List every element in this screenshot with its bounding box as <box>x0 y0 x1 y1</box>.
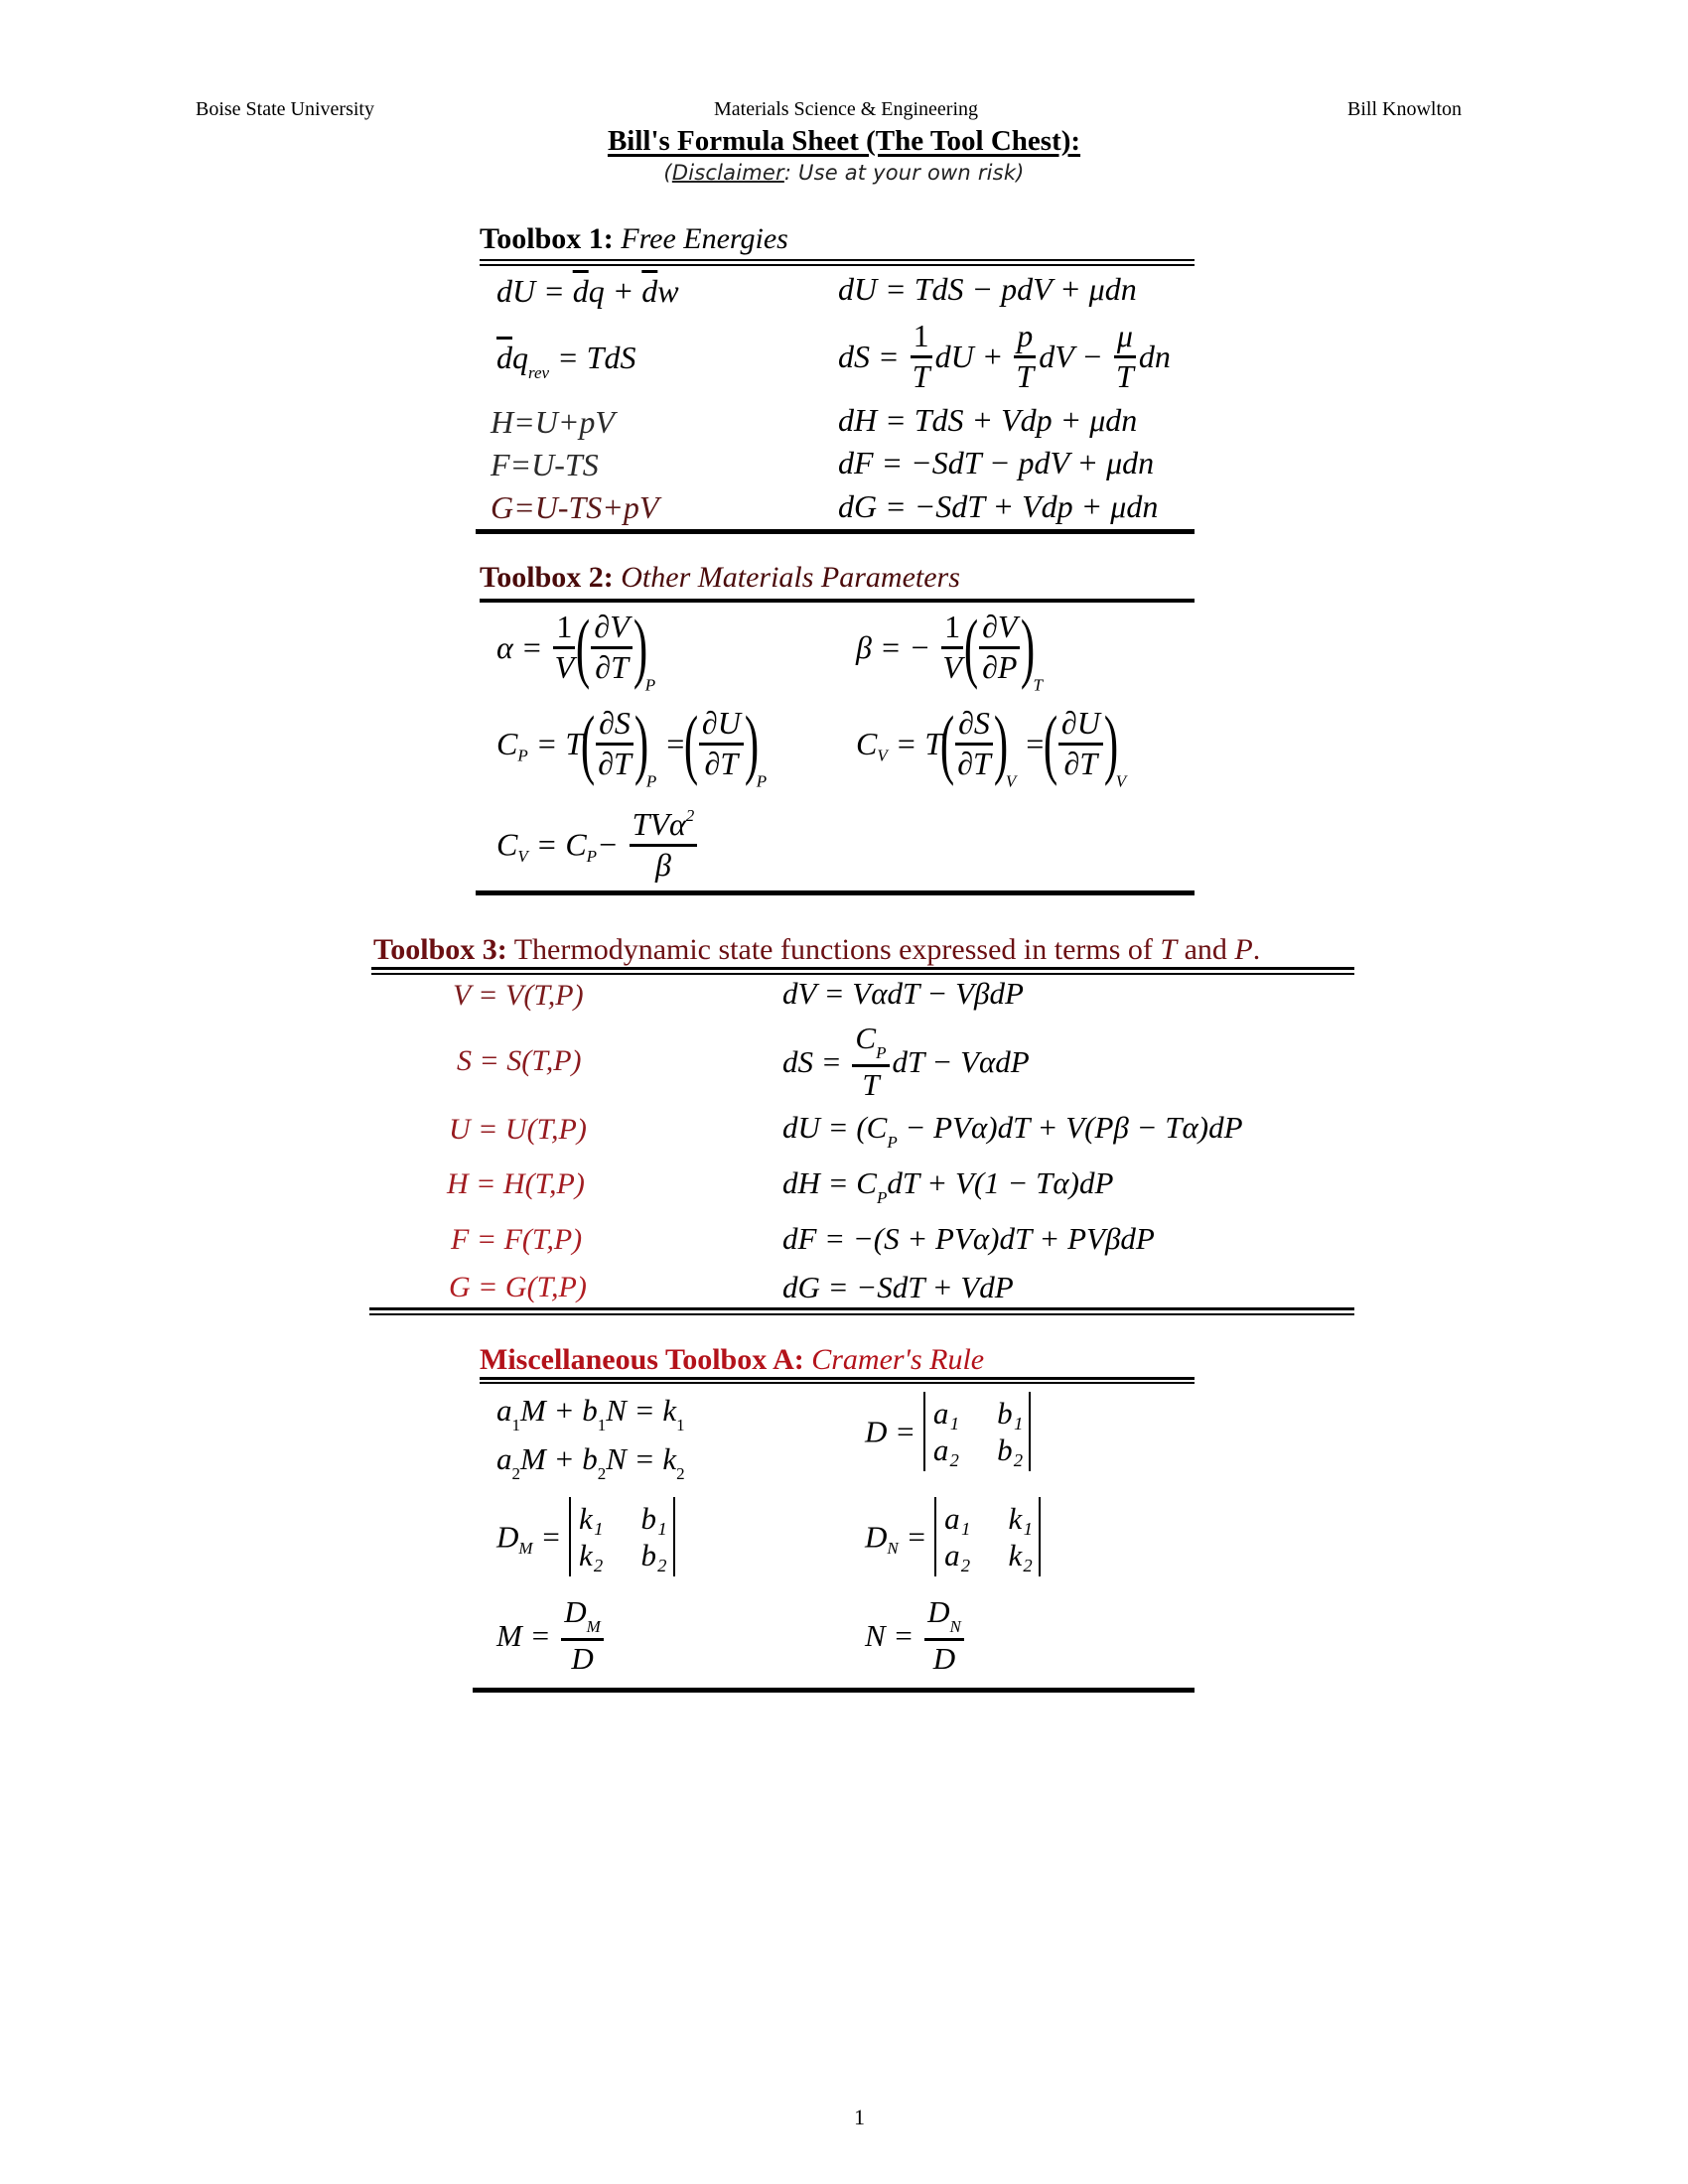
det-cell: k₁ <box>578 1501 604 1536</box>
tb3-left-V: V = V(T,P) <box>453 979 584 1012</box>
cramer-N <box>865 1596 967 1675</box>
beta-lhs: β = − <box>856 629 931 666</box>
frac-num: ∂U <box>1058 707 1103 746</box>
frac-den: T <box>912 357 930 394</box>
disclaimer-text: : Use at your own risk) <box>783 161 1025 185</box>
cramer-DM <box>496 1497 675 1576</box>
tb3-right-dV: dV = VαdT − VβdP <box>782 976 1024 1011</box>
det-cell: b₁ <box>997 1396 1024 1431</box>
eq1-s1: 1 <box>511 1416 520 1434</box>
tb1-r2-dU: dU + <box>934 339 1004 375</box>
cp-s1: P <box>645 771 657 791</box>
paren-open: ( <box>576 604 591 690</box>
disclaimer-label: Disclaimer <box>671 161 784 185</box>
tb1-eq-enthalpy: H=U+pV <box>491 404 615 440</box>
alpha-lhs: α = <box>496 629 543 666</box>
disclaimer-open: ( <box>663 161 672 185</box>
frac-1-over-T <box>911 320 932 393</box>
frac-den: D <box>932 1640 956 1676</box>
frac-num: p <box>1014 320 1036 358</box>
frac-DM-over-D <box>561 1596 604 1675</box>
tb1-eq-gibbs: G=U-TS+pV <box>491 489 659 525</box>
beta-sub: T <box>1033 675 1043 695</box>
cvcp-subP: P <box>586 846 598 866</box>
header-institution: Boise State University <box>196 98 374 120</box>
frac-den: D <box>571 1640 594 1676</box>
tb3-right-dU <box>782 1112 1243 1151</box>
frac-den: β <box>655 846 671 883</box>
frac-den: T <box>862 1066 880 1102</box>
eq1-s2: 1 <box>597 1416 607 1434</box>
du-c: − PVα)dT + V(Pβ − Tα)dP <box>897 1110 1243 1145</box>
eq2-s1: 2 <box>511 1464 520 1483</box>
eq2-s3: 2 <box>676 1464 685 1483</box>
toolbox3-T: T <box>1160 933 1178 966</box>
frac-dV-dP <box>979 611 1020 684</box>
frac-dS-dT <box>596 707 633 780</box>
frac-num: μ <box>1114 320 1136 358</box>
dh-a: dH = C <box>782 1165 877 1200</box>
eq2-s2: 2 <box>597 1464 607 1483</box>
DN-eq: = <box>906 1519 927 1555</box>
tb3-right-dS <box>782 1023 1030 1101</box>
cramer-eq2 <box>496 1443 685 1482</box>
paren-open: ( <box>683 700 699 786</box>
toolbox3-label: Toolbox 3: <box>373 933 507 966</box>
miscA-bottom-rule <box>473 1688 1195 1693</box>
frac-num: TVα <box>632 806 686 842</box>
dh-sub: P <box>876 1188 888 1207</box>
eq1-b: M + b <box>520 1393 598 1428</box>
frac-dU-dT <box>699 707 744 780</box>
toolbox3-and: and <box>1177 933 1235 966</box>
frac-den: ∂T <box>704 745 739 781</box>
frac-num: ∂S <box>955 707 993 746</box>
frac-p-over-T <box>1014 320 1036 393</box>
paren-close: ) <box>993 700 1009 786</box>
tb2-eq-alpha <box>496 604 656 695</box>
det-cell: b₂ <box>640 1538 667 1572</box>
determinant-DN <box>934 1497 1041 1576</box>
cvcp-minus: − <box>597 826 619 863</box>
frac-den: ∂T <box>1063 745 1098 781</box>
toolbox1-subtitle: Free Energies <box>621 222 788 255</box>
frac-den: T <box>1016 357 1035 394</box>
cv-eq2: = <box>1024 726 1046 762</box>
det-cell: k₂ <box>1008 1538 1033 1572</box>
cramer-M <box>496 1596 607 1675</box>
DN-lhs: D <box>865 1519 888 1555</box>
header-department: Materials Science & Engineering <box>714 98 979 120</box>
frac-num: ∂V <box>591 611 632 649</box>
tb3-left-U: U = U(T,P) <box>449 1113 587 1146</box>
cramer-DN <box>865 1497 1041 1576</box>
miscA-heading <box>480 1343 984 1377</box>
determinant-DM <box>569 1497 675 1576</box>
miscA-top-rule <box>480 1377 1195 1380</box>
eq2-c: N = k <box>606 1441 677 1476</box>
frac-num: ∂U <box>699 707 744 746</box>
tb2-eq-cp <box>496 700 768 791</box>
cp-eq: = T <box>535 726 584 762</box>
det-cell: a₂ <box>932 1433 960 1467</box>
tb1-r2-dn: dn <box>1138 339 1171 375</box>
tb1-l1-dbar2: $\overline{d}$ <box>641 273 658 309</box>
du-a: dU = <box>782 1110 849 1145</box>
toolbox2-subtitle: Other Materials Parameters <box>621 561 960 594</box>
tb1-l1-a: dU = <box>496 273 573 309</box>
tb1-eq-df: dF = −SdT − pdV + μdn <box>838 445 1155 480</box>
tb1-eq-dg: dG = −SdT + Vdp + μdn <box>838 488 1159 524</box>
frac-num: C <box>855 1021 877 1055</box>
tb3-right-dG: dG = −SdT + VdP <box>782 1270 1014 1304</box>
frac-dU-dT <box>1058 707 1103 780</box>
cp-C: C <box>496 726 518 762</box>
toolbox1-bottom-rule <box>476 529 1195 534</box>
du-b: (C <box>856 1110 888 1145</box>
header-author: Bill Knowlton <box>1347 98 1463 120</box>
page-title <box>0 125 1688 158</box>
toolbox2-top-rule <box>480 599 1195 603</box>
tb3-left-G: G = G(T,P) <box>449 1271 587 1303</box>
paren-close: ) <box>633 604 647 690</box>
det-cell: a₁ <box>944 1501 971 1536</box>
toolbox2-bottom-rule <box>476 890 1195 895</box>
DM-eq: = <box>540 1519 562 1555</box>
toolbox3-period: . <box>1252 933 1261 966</box>
tb1-l1-w: w <box>657 273 679 309</box>
toolbox2-heading <box>480 561 960 595</box>
tb1-eq-ds <box>838 320 1171 393</box>
N-lhs: N = <box>865 1618 914 1654</box>
tb2-eq-beta <box>856 604 1043 695</box>
paren-open: ( <box>939 700 955 786</box>
tb1-r2-lhs: dS = <box>838 339 900 375</box>
du-sub: P <box>887 1133 898 1152</box>
tb1-eq-dh: dH = TdS + Vdp + μdn <box>838 402 1138 438</box>
cp-s2: P <box>756 771 768 791</box>
eq2-a: a <box>496 1441 512 1476</box>
toolbox3-P: P <box>1234 933 1253 966</box>
tb1-l2-rest: = TdS <box>549 340 636 375</box>
M-lhs: M = <box>496 1618 551 1654</box>
page-number: 1 <box>854 2105 865 2129</box>
cv-C: C <box>856 726 878 762</box>
toolbox3-top-rule-2 <box>371 973 1354 975</box>
tb1-eq-dqrev <box>496 341 635 381</box>
tb1-l1-dbar1: $\overline{d}$ <box>572 273 589 309</box>
frac-Cp-over-T <box>852 1023 889 1101</box>
frac-num: 1 <box>941 611 963 649</box>
det-cell: a₂ <box>944 1538 971 1572</box>
tb2-eq-cv <box>856 700 1127 791</box>
frac-mu-over-T <box>1114 320 1136 393</box>
cv-sub: V <box>877 746 888 765</box>
tb3-right-dF: dF = −(S + PVα)dT + PVβdP <box>782 1221 1155 1256</box>
tb1-l1-q: q + <box>588 273 642 309</box>
eq2-b: M + b <box>520 1441 598 1476</box>
frac-DN-over-D <box>924 1596 964 1675</box>
frac-dS-dT <box>955 707 993 780</box>
cv-s1: V <box>1005 771 1017 791</box>
frac-num: 1 <box>553 611 575 649</box>
tb2-eq-cv-cp <box>496 807 700 882</box>
paren-open: ( <box>1043 700 1058 786</box>
paren-close: ) <box>633 700 649 786</box>
cp-eq2: = <box>664 726 686 762</box>
tb1-eq-du-fundamental <box>838 273 1137 305</box>
tb1-r2-dV: dV − <box>1039 339 1103 375</box>
paren-close: ) <box>744 700 759 786</box>
frac-num-sub: P <box>876 1043 887 1062</box>
toolbox1-label: Toolbox 1: <box>480 222 614 255</box>
cramer-eq1 <box>496 1395 685 1433</box>
cv-s2: V <box>1115 771 1127 791</box>
dh-b: dT + V(1 − Tα)dP <box>887 1165 1114 1200</box>
frac-den: T <box>1115 357 1134 394</box>
tb3-left-H: H = H(T,P) <box>447 1167 585 1200</box>
DM-sub: M <box>518 1539 533 1559</box>
tb1-r1-lhs: dU <box>838 271 878 307</box>
frac-1-over-V <box>941 611 963 684</box>
paren-open: ( <box>963 604 979 690</box>
tb1-eq-helmholtz: F=U-TS <box>491 447 599 482</box>
toolbox3-subtitle: Thermodynamic state functions expressed in terms of <box>506 933 1161 966</box>
tb1-eq-du-heat-work <box>496 275 679 307</box>
frac-num: ∂S <box>596 707 633 746</box>
frac-num: D <box>927 1594 950 1629</box>
miscA-label: Miscellaneous Toolbox A: <box>480 1343 804 1376</box>
toolbox3-bottom-rule <box>369 1307 1354 1310</box>
toolbox1-top-rule-2 <box>480 264 1195 266</box>
miscA-top-rule-2 <box>480 1382 1195 1384</box>
frac-num: 1 <box>911 320 932 358</box>
eq1-a: a <box>496 1393 512 1428</box>
frac-num-sub: N <box>949 1617 961 1636</box>
det-cell: k₂ <box>578 1538 604 1572</box>
frac-num: D <box>564 1594 587 1629</box>
paren-close: ) <box>1021 604 1036 690</box>
ds-lhs: dS = <box>782 1044 842 1080</box>
paren-open: ( <box>580 700 596 786</box>
frac-den: ∂T <box>595 648 629 685</box>
cvcp-eq: = C <box>535 826 587 863</box>
frac-dV-dT <box>591 611 632 684</box>
frac-1-over-V <box>553 611 575 684</box>
det-cell: k₁ <box>1008 1501 1033 1536</box>
toolbox3-top-rule <box>371 967 1354 970</box>
frac-num-sup: 2 <box>685 806 695 825</box>
toolbox3-bottom-rule-2 <box>369 1313 1354 1315</box>
frac-den: ∂T <box>957 745 991 781</box>
cvcp-subV: V <box>517 846 528 866</box>
eq1-s3: 1 <box>676 1416 685 1434</box>
det-cell: b₁ <box>640 1501 667 1536</box>
frac-den: V <box>942 648 962 685</box>
alpha-sub: P <box>644 675 656 695</box>
tb1-l2-q: q <box>512 340 528 375</box>
cv-eq: = T <box>895 726 943 762</box>
tb1-r1-rhs: = TdS − pdV + μdn <box>885 271 1137 307</box>
paren-close: ) <box>1103 700 1118 786</box>
cp-sub: P <box>517 746 528 765</box>
eq1-c: N = k <box>606 1393 677 1428</box>
determinant-D <box>923 1392 1032 1471</box>
disclaimer <box>0 161 1688 185</box>
miscA-subtitle: Cramer's Rule <box>811 1343 985 1376</box>
frac-den: V <box>554 648 575 685</box>
tb1-l2-dbar: $\overline{d}$ <box>496 340 512 375</box>
tb3-left-S: S = S(T,P) <box>457 1044 582 1077</box>
DM-lhs: D <box>496 1519 519 1555</box>
tb3-left-F: F = F(T,P) <box>451 1223 583 1256</box>
page-title-text: Bill's Formula Sheet (The Tool Chest): <box>607 125 1081 157</box>
det-cell: a₁ <box>932 1396 960 1431</box>
DN-sub: N <box>887 1539 899 1559</box>
tb3-right-dH <box>782 1167 1113 1206</box>
frac-num-sub: M <box>586 1617 601 1636</box>
cvcp-C: C <box>496 826 518 863</box>
D-lhs: D = <box>865 1414 916 1449</box>
toolbox1-heading <box>480 222 788 256</box>
det-cell: b₂ <box>997 1433 1024 1467</box>
toolbox3-heading <box>373 933 1260 967</box>
cramer-D <box>865 1392 1031 1471</box>
ds-rest: dT − VαdP <box>892 1044 1030 1080</box>
frac-den: ∂P <box>982 648 1018 685</box>
frac-TValpha2-over-beta <box>630 807 698 882</box>
frac-num: ∂V <box>979 611 1020 649</box>
tb1-l2-rev: rev <box>528 363 550 382</box>
toolbox1-top-rule <box>480 259 1195 261</box>
frac-den: ∂T <box>598 745 632 781</box>
toolbox2-label: Toolbox 2: <box>480 561 614 594</box>
